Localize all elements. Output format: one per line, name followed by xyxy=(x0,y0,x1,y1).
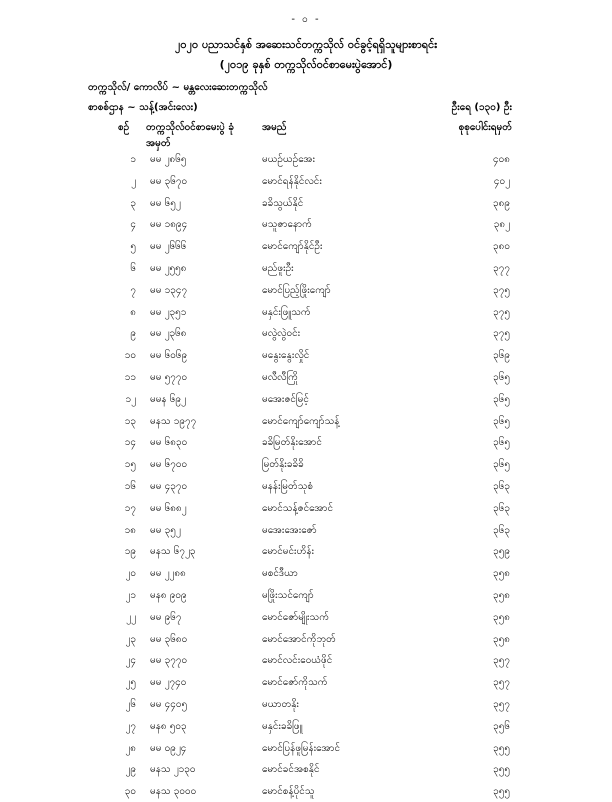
row-number: ၈ xyxy=(130,306,136,318)
row-number: ၁၇ xyxy=(124,502,136,514)
total-marks: ၃၅၆ xyxy=(493,720,510,732)
row-number: ၂၆ xyxy=(125,698,136,710)
total-marks: ၄၀၂ xyxy=(493,175,510,187)
student-name: ခခိမြတ်နိုးအောင် xyxy=(262,437,322,449)
table-row xyxy=(0,737,612,759)
student-name: မောင်လင်းဝေယံဖိုင် xyxy=(262,655,333,667)
row-number: ၂၁ xyxy=(125,589,136,601)
header-marks: စုစုပေါင်းရမှတ် xyxy=(458,122,512,133)
table-row xyxy=(0,519,612,541)
student-name: မောင်ဇော်မျိုးသက် xyxy=(262,611,330,623)
student-name: မယာဝာနိုး xyxy=(262,698,299,710)
table-row xyxy=(0,758,612,780)
student-name: မဖြိုးသင်ကျော် xyxy=(262,589,314,601)
table-row xyxy=(0,628,612,650)
total-marks: ၄၀၈ xyxy=(493,154,510,165)
row-number: ၉ xyxy=(130,328,136,340)
student-name: မယဉ်ယဉ်အေး xyxy=(262,154,315,165)
roll-number: မမ ၃၆၇၀ xyxy=(150,175,188,187)
student-name: မောင်စန့်ပိုင်သူ xyxy=(262,786,315,798)
roll-number: မမ ၃၆၈၀ xyxy=(150,633,188,645)
exam-center-line: စာစစ်ဌာန ~ သန့်(အင်းလေး) xyxy=(88,102,198,113)
student-name: မောင်ခင်အစနိုင် xyxy=(262,764,320,776)
roll-number: မမ ၂၃၅၁ xyxy=(150,306,187,318)
roll-number: မမ ၆၅၂ xyxy=(150,197,181,209)
total-marks: ၃၆၅ xyxy=(493,371,510,383)
student-name: မစင်ဒီယာ xyxy=(262,568,298,580)
student-name: မအေးဇင်မြင့် xyxy=(262,393,309,405)
roll-number: မမ ၆၀၆၉ xyxy=(150,350,188,362)
roll-number: မမ ၂၅၅၈ xyxy=(150,262,187,274)
total-marks: ၃၇၇ xyxy=(493,262,510,274)
header-no: စဉ် xyxy=(118,122,130,133)
document-subtitle: (၂၀၁၉ ခုနှစ် တက္ကသိုလ်ဝင်စာမေးပွဲအောင်) xyxy=(219,58,393,71)
roll-number: မမ ၆၇၀၀ xyxy=(150,459,188,471)
table-row xyxy=(0,192,612,214)
row-number: ၁၅ xyxy=(124,459,136,471)
row-number: ၁၆ xyxy=(124,480,136,492)
total-marks: ၃၅၅ xyxy=(493,764,510,776)
row-number: ၂၇ xyxy=(125,720,136,732)
student-name: ခခိသွယ်နိုင် xyxy=(262,197,304,209)
table-row xyxy=(0,475,612,497)
total-marks: ၃၆၅ xyxy=(493,459,510,471)
document-title: ၂၀၂၀ ပညာသင်နှစ် အဆေးသင်တက္ကသိုလ် ဝင်ခွင့်ရရှိသူများစာရင်း xyxy=(174,38,438,51)
student-name: မောင်ရန်နိုင်လင်း xyxy=(262,175,322,187)
roll-number: မနသ ၁၉၇၇ xyxy=(150,415,197,427)
row-number: ၃ xyxy=(130,197,136,209)
row-number: ၂၄ xyxy=(125,655,136,667)
student-name: မလွဲလွဲဝင်း xyxy=(262,328,301,340)
row-number: ၁၃ xyxy=(124,415,136,427)
table-row xyxy=(0,235,612,257)
roll-number: မနသ ၃၀၀၀ xyxy=(150,786,197,798)
roll-number: မမ ၉၆၇ xyxy=(150,611,182,623)
header-name: အမည် xyxy=(262,122,287,133)
roll-number: မန၈ ၅၀၃ xyxy=(150,720,187,732)
table-row xyxy=(0,344,612,366)
student-name: မနွေးနွေးလှိုင် xyxy=(262,350,310,362)
roll-number: မမ ၁၈၉၄ xyxy=(150,219,188,231)
roll-number: မမ ၁၃၄၇ xyxy=(150,284,188,296)
roll-number: မမ ၅၇၇၀ xyxy=(150,371,188,383)
roll-number: မမ ၄၃၇၀ xyxy=(150,480,188,492)
row-number: ၁၉ xyxy=(124,546,136,558)
total-marks: ၃၆၅ xyxy=(493,393,510,405)
total-marks: ၃၅၇ xyxy=(493,698,510,710)
total-marks: ၃၅၈ xyxy=(493,568,510,580)
student-name: မောင်သန့်ဇင်အောင် xyxy=(262,502,334,514)
student-table xyxy=(0,148,612,802)
total-marks: ၃၅၇ xyxy=(493,655,510,667)
student-name: မောင်ဇော်ကိုသက် xyxy=(262,677,328,689)
page-number: - ၀ - xyxy=(291,14,321,25)
total-marks: ၃၈၀ xyxy=(493,241,510,253)
row-number: ၁၁ xyxy=(124,371,136,383)
table-row xyxy=(0,366,612,388)
table-row xyxy=(0,562,612,584)
table-row xyxy=(0,322,612,344)
table-row xyxy=(0,671,612,693)
student-name: မောင်ကျော်ကျော်သန့် xyxy=(262,415,340,427)
total-marks: ၃၇၅ xyxy=(493,306,510,318)
row-number: ၁၈ xyxy=(124,524,136,536)
row-number: ၅ xyxy=(130,241,136,253)
table-row xyxy=(0,388,612,410)
row-number: ၂၀ xyxy=(125,568,136,580)
table-row xyxy=(0,213,612,235)
total-marks: ၃၆၃ xyxy=(493,502,510,514)
student-name: မအေးအေးဇော် xyxy=(262,524,317,536)
roll-number: မမ ၃၇၇၀ xyxy=(150,655,188,667)
roll-number: မမ ၃၅၂ xyxy=(150,524,181,536)
row-number: ၂၉ xyxy=(125,764,136,776)
row-number: ၂၈ xyxy=(125,742,136,754)
total-marks: ၃၅၈ xyxy=(493,633,510,645)
table-row xyxy=(0,170,612,192)
row-number: ၁၂ xyxy=(125,393,136,405)
total-marks: ၃၇၅ xyxy=(493,284,510,296)
table-row xyxy=(0,497,612,519)
row-number: ၂ xyxy=(131,175,136,187)
university-line: တက္ကသိုလ်/ ကောလိပ် ~ မန္တလေးဆေးတက္ကသိုလ် xyxy=(88,82,268,93)
total-marks: ၃၅၅ xyxy=(493,742,510,754)
table-row xyxy=(0,693,612,715)
total-marks: ၃၅၈ xyxy=(493,589,510,601)
roll-number: မန၈ ၉၀၉ xyxy=(150,589,187,601)
total-marks: ၃၈၂ xyxy=(493,219,510,231)
table-row xyxy=(0,453,612,475)
table-row xyxy=(0,301,612,323)
total-marks: ၃၅၉ xyxy=(493,546,510,558)
roll-number: မမ ၄၄၀၅ xyxy=(150,698,188,710)
student-name: မောင်ပြည့်ဖြိုးကျော် xyxy=(262,284,331,296)
student-name: မြတ်နိုးခခိခိ xyxy=(262,459,304,471)
student-name: မောင်အောင်ကိုဘုတ် xyxy=(262,633,336,645)
row-number: ၇ xyxy=(130,284,136,296)
total-marks: ၃၆၅ xyxy=(493,415,510,427)
total-marks: ၃၇၅ xyxy=(493,328,510,340)
row-number: ၁၀ xyxy=(124,350,136,362)
student-name: မောင်မင်းဟိန်း xyxy=(262,546,315,558)
table-row xyxy=(0,780,612,802)
roll-number: မမ ၂၇၄၀ xyxy=(150,677,187,689)
roll-number: မနသ ၆၇၂၃ xyxy=(150,546,196,558)
header-roll: တက္ကသိုလ်ဝင်စာမေးပွဲ ခုံအမှတ် xyxy=(146,122,234,149)
student-name: မည်ဖူးဦး xyxy=(262,262,294,274)
roll-number: မမ ၀၉၂၄ xyxy=(150,742,187,754)
row-number: ၁ xyxy=(130,154,136,165)
row-number: ၁၄ xyxy=(124,437,136,449)
quota-line: ဦးရေ (၁၃၀) ဦး xyxy=(451,102,512,113)
table-row xyxy=(0,606,612,628)
total-marks: ၃၆၅ xyxy=(493,437,510,449)
student-name: မနန်းမြတ်သုစံ xyxy=(262,480,314,492)
row-number: ၃၀ xyxy=(124,786,136,798)
table-row xyxy=(0,649,612,671)
student-name: မနှင်းဖြူသက် xyxy=(262,306,311,318)
roll-number: မမ ၂၂၈၈ xyxy=(150,568,186,580)
roll-number: မမ ၂၈၆၅ xyxy=(150,154,187,165)
row-number: ၂၅ xyxy=(125,677,136,689)
row-number: ၂၂ xyxy=(126,611,136,623)
roll-number: မမ ၂၃၆၈ xyxy=(150,328,187,340)
roll-number: မမ ၂၆၆၆ xyxy=(150,241,187,253)
roll-number: မနသ ၂၁၃၀ xyxy=(150,764,196,776)
total-marks: ၃၅၈ xyxy=(493,611,510,623)
student-name: မောင်ကျော်နိုင်ဦး xyxy=(262,241,323,253)
total-marks: ၃၅၅ xyxy=(493,786,510,798)
row-number: ၂၃ xyxy=(125,633,136,645)
table-row xyxy=(0,715,612,737)
student-name: မောင်ပြန်ဖူမြန်းအောင် xyxy=(262,742,341,754)
student-name: မသူဇာနောက် xyxy=(262,219,312,231)
table-row xyxy=(0,279,612,301)
roll-number: မမန ၆၉၂ xyxy=(150,393,186,405)
student-name: မနှင်းခခိဖြူ xyxy=(262,720,303,732)
table-row xyxy=(0,584,612,606)
total-marks: ၃၆၃ xyxy=(493,480,510,492)
student-name: မလီလီကြို xyxy=(262,371,298,383)
total-marks: ၃၆၉ xyxy=(493,350,510,362)
row-number: ၄ xyxy=(130,219,136,231)
roll-number: မမ ၆၈၃၀ xyxy=(150,437,188,449)
total-marks: ၃၆၃ xyxy=(493,524,510,536)
table-row xyxy=(0,148,612,170)
roll-number: မမ ၆၈၈၂ xyxy=(150,502,187,514)
table-row xyxy=(0,410,612,432)
row-number: ၆ xyxy=(130,262,136,274)
table-row xyxy=(0,257,612,279)
table-row xyxy=(0,431,612,453)
table-row xyxy=(0,540,612,562)
total-marks: ၃၈၉ xyxy=(493,197,510,209)
total-marks: ၃၅၇ xyxy=(493,677,510,689)
